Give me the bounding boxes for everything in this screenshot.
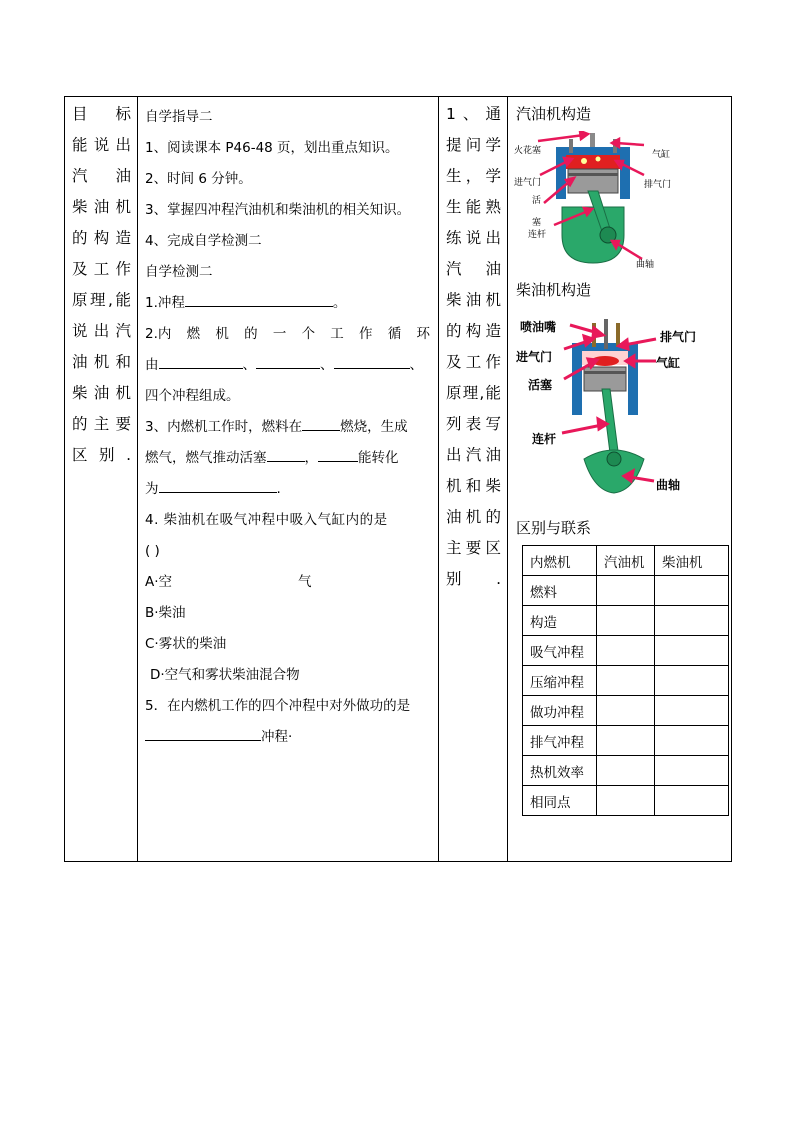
text-line: 机和柴 xyxy=(446,477,501,495)
row-label: 热机效率 xyxy=(523,756,597,786)
table-row xyxy=(523,636,729,666)
text-char: 2.内 xyxy=(145,326,172,342)
resource-column xyxy=(508,97,731,861)
guide-step-1: 1、阅读课本 P46-48 页，划出重点知识。 xyxy=(145,140,399,156)
answer-blank[interactable] xyxy=(302,412,340,431)
text-line: 油机的 xyxy=(446,508,501,526)
comparison-table xyxy=(522,545,729,816)
row-label: 构造 xyxy=(523,606,597,636)
gas-label-rod: 连杆 xyxy=(528,230,547,240)
text-line: 生能熟 xyxy=(446,198,501,216)
table-cell[interactable] xyxy=(597,696,655,726)
diesel-engine-diagram xyxy=(512,309,722,509)
row-label: 相同点 xyxy=(523,786,597,816)
table-header-row xyxy=(523,546,729,576)
question-3-line-1: 3、内燃机工作时，燃料在 燃烧，生成 xyxy=(145,412,430,443)
table-row xyxy=(523,666,729,696)
answer-blank[interactable] xyxy=(267,443,305,462)
gas-label-piston-a: 活 xyxy=(532,196,542,206)
row-label: 燃料 xyxy=(523,576,597,606)
answer-blank[interactable] xyxy=(159,474,277,493)
table-cell[interactable] xyxy=(597,756,655,786)
row-label: 做功冲程 xyxy=(523,696,597,726)
table-header: 柴油机 xyxy=(655,546,729,576)
table-cell[interactable] xyxy=(597,576,655,606)
text-line: 练说出 xyxy=(446,229,501,247)
table-cell[interactable] xyxy=(597,636,655,666)
table-cell[interactable] xyxy=(655,756,729,786)
answer-blank[interactable] xyxy=(185,288,333,307)
option-b[interactable]: B·柴油 xyxy=(145,605,186,621)
row-label: 压缩冲程 xyxy=(523,666,597,696)
answer-blank[interactable] xyxy=(334,350,410,369)
text-line: 油机和 xyxy=(72,353,131,371)
diesel-label-crank: 曲轴 xyxy=(656,478,681,492)
question-5: 5．在内燃机工作的四个冲程中对外做功的是 xyxy=(145,698,411,714)
option-d[interactable]: D·空气和雾状柴油混合物 xyxy=(150,667,300,683)
text-char: 机 xyxy=(215,326,229,342)
text-char: 的 xyxy=(244,326,258,342)
diesel-label-injector: 喷油嘴 xyxy=(520,320,557,334)
table-cell[interactable] xyxy=(597,726,655,756)
guide-column xyxy=(138,97,439,861)
guide-step-4: 4、完成自学检测二 xyxy=(145,233,262,249)
option-a[interactable]: A·空 气 xyxy=(145,574,312,590)
row-label: 吸气冲程 xyxy=(523,636,597,666)
table-row xyxy=(523,696,729,726)
gas-label-exhaust: 排气门 xyxy=(644,180,672,190)
table-row xyxy=(523,726,729,756)
question-1: 1.冲程 。 xyxy=(145,288,430,319)
text-char: 一 xyxy=(272,326,287,342)
goal-text xyxy=(65,97,137,471)
text-char: 循 xyxy=(387,326,402,342)
diesel-engine-title: 柴油机构造 xyxy=(516,281,592,299)
text-line: 汽油 xyxy=(72,167,131,185)
guide-title: 自学指导二 xyxy=(145,109,213,125)
goal-column xyxy=(65,97,138,861)
text-line: 列表写 xyxy=(446,415,501,433)
text-line: 柴油机 xyxy=(72,384,131,402)
question-2-line-2: 由 、 、 、 xyxy=(145,350,430,381)
answer-blank[interactable] xyxy=(318,443,358,462)
table-cell[interactable] xyxy=(597,666,655,696)
gas-label-crank: 曲轴 xyxy=(636,260,655,270)
table-cell[interactable] xyxy=(655,696,729,726)
table-row xyxy=(523,786,729,816)
text-char: 作 xyxy=(359,326,373,342)
text-char: 个 xyxy=(301,326,316,342)
question-3-line-3: 为 . xyxy=(145,474,430,505)
option-c[interactable]: C·雾状的柴油 xyxy=(145,636,227,652)
text-line: 汽油 xyxy=(446,260,501,278)
table-header: 汽油机 xyxy=(597,546,655,576)
gas-label-intake: 进气门 xyxy=(514,178,542,188)
text-char: 环 xyxy=(416,326,430,342)
text-line: 生，学 xyxy=(446,167,501,185)
text-line: 柴油机 xyxy=(72,198,131,216)
text-line: 1、通 xyxy=(446,105,501,123)
check-title: 自学检测二 xyxy=(145,264,213,280)
text-line: 说出汽 xyxy=(72,322,131,340)
text-line: 的构造 xyxy=(446,322,501,340)
text-line: 主要区 xyxy=(446,539,501,557)
answer-blank[interactable] xyxy=(159,350,243,369)
text-line: 别. xyxy=(446,570,501,588)
question-2-line-1 xyxy=(145,319,430,350)
diesel-label-piston: 活塞 xyxy=(528,378,553,392)
text-line: 提问学 xyxy=(446,136,501,154)
table-cell[interactable] xyxy=(655,606,729,636)
diesel-label-intake: 进气门 xyxy=(516,350,553,364)
question-2-line-3: 四个冲程组成。 xyxy=(145,388,240,404)
table-cell[interactable] xyxy=(597,606,655,636)
gas-label-cylinder: 气缸 xyxy=(652,150,671,160)
diesel-label-exhaust: 排气门 xyxy=(660,330,697,344)
text-line: 的构造 xyxy=(72,229,131,247)
guide-step-3: 3、掌握四冲程汽油机和柴油机的相关知识。 xyxy=(145,202,411,218)
text-char: 燃 xyxy=(186,326,201,342)
compare-title: 区别与联系 xyxy=(516,519,592,537)
row-label: 排气冲程 xyxy=(523,726,597,756)
text-line: 的主要 xyxy=(72,415,131,433)
text-line: 及工作 xyxy=(72,260,131,278)
table-cell[interactable] xyxy=(655,726,729,756)
table-cell[interactable] xyxy=(597,786,655,816)
question-3-line-2: 燃气，燃气推动活塞 ， 能转化 xyxy=(145,443,430,474)
text-line: 及工作 xyxy=(446,353,501,371)
lesson-table xyxy=(64,96,732,862)
text-line: 目标 xyxy=(72,105,131,123)
question-4-paren: ( ) xyxy=(145,543,160,559)
table-row xyxy=(523,576,729,606)
diesel-label-rod: 连杆 xyxy=(532,432,557,446)
text-line: 出汽油 xyxy=(446,446,501,464)
table-row xyxy=(523,756,729,786)
text-line: 原理,能 xyxy=(72,291,131,309)
diesel-label-cylinder: 气缸 xyxy=(656,356,681,370)
method-text xyxy=(439,97,507,595)
table-header: 内燃机 xyxy=(523,546,597,576)
text-char: 工 xyxy=(330,326,344,342)
method-column xyxy=(439,97,508,861)
question-4: 4. 柴油机在吸气冲程中吸入气缸内的是 xyxy=(145,512,388,528)
text-line: 原理,能 xyxy=(446,384,501,402)
gasoline-engine-diagram xyxy=(512,131,672,271)
question-5-answer: 冲程· xyxy=(145,722,430,753)
answer-blank[interactable] xyxy=(145,722,261,741)
table-cell[interactable] xyxy=(655,636,729,666)
gas-label-piston-b: 塞 xyxy=(532,218,542,228)
guide-step-2: 2、时间 6 分钟。 xyxy=(145,171,252,187)
text-line: 能说出 xyxy=(72,136,131,154)
answer-blank[interactable] xyxy=(256,350,320,369)
text-line: 柴油机 xyxy=(446,291,501,309)
gas-label-spark: 火花塞 xyxy=(514,146,542,156)
table-cell[interactable] xyxy=(655,786,729,816)
table-row xyxy=(523,606,729,636)
gasoline-engine-title: 汽油机构造 xyxy=(516,105,592,123)
table-cell[interactable] xyxy=(655,666,729,696)
table-cell[interactable] xyxy=(655,576,729,606)
text-line: 区别. xyxy=(72,446,131,464)
